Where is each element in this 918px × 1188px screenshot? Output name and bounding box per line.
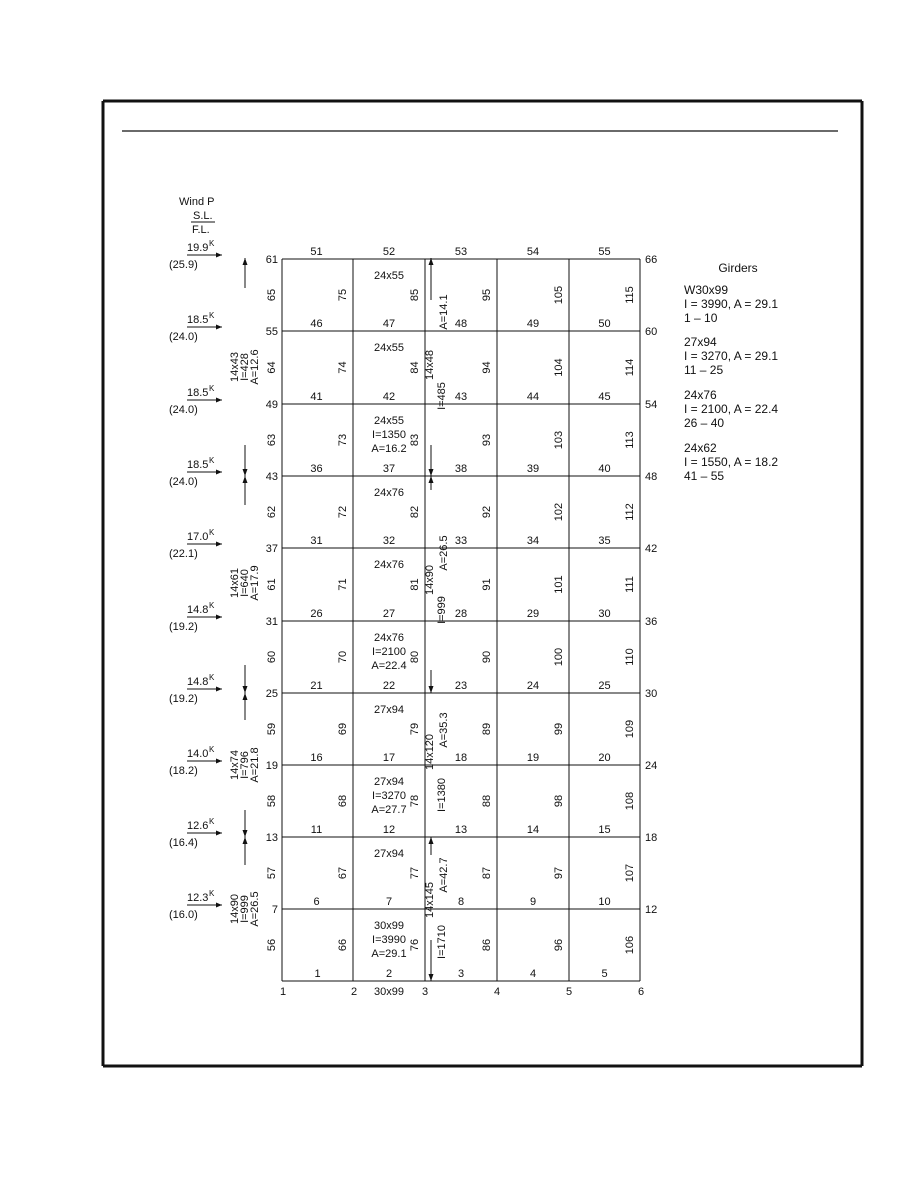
column-member-number: 105: [553, 285, 565, 305]
girder-member-number: 43: [454, 391, 468, 403]
wind-arrow-head: [216, 687, 222, 692]
girder-member-number: 36: [310, 463, 323, 475]
wind-load-factored: (24.0): [169, 404, 198, 416]
girder-section-label: 24x76: [374, 487, 404, 499]
joint-number: 18: [645, 832, 658, 844]
girder-member-number: 19: [526, 752, 540, 764]
column-member-number: 64: [266, 361, 278, 374]
girder-member-number: 54: [526, 246, 540, 258]
wind-load-service: 12.6: [187, 820, 209, 832]
wind-arrow-head: [216, 759, 222, 764]
girder-member-number: 38: [454, 463, 468, 475]
wind-header-service-label: S.L.: [193, 210, 213, 222]
girder-section-label: I=3990: [372, 934, 406, 946]
wind-header-factored-label: F.L.: [192, 224, 210, 236]
base-girder-label: 30x99: [374, 986, 404, 998]
splice-arrow-head: [429, 686, 434, 693]
wind-load-service: 14.8: [187, 676, 209, 688]
column-member-number: 98: [553, 794, 565, 808]
girders-legend: [684, 261, 778, 483]
girder-member-number: 29: [526, 608, 540, 620]
wind-load-service: 14.0: [187, 748, 209, 760]
girder-section-label: 24x55: [374, 415, 404, 427]
legend-props: I = 1550, A = 18.2: [684, 455, 779, 469]
girder-member-number: 9: [529, 896, 537, 908]
column-member-number: 111: [624, 576, 636, 593]
splice-arrow-head: [243, 830, 248, 837]
interior-column-label: 14x48: [424, 350, 436, 380]
wind-load-service: 19.9: [187, 242, 209, 254]
girder-member-number: 3: [457, 968, 465, 980]
legend-members: 41 – 55: [684, 469, 725, 483]
girder-member-number: 14: [526, 824, 540, 836]
legend-props: I = 3990, A = 29.1: [684, 297, 779, 311]
column-member-number: 115: [624, 286, 636, 304]
splice-arrow-head: [429, 837, 434, 844]
girder-member-number: 21: [310, 680, 323, 692]
exterior-column-label: I=428: [239, 353, 251, 381]
legend-props: I = 2100, A = 22.4: [684, 402, 779, 416]
legend-section: 27x94: [684, 335, 717, 349]
girder-member-number: 44: [526, 391, 540, 403]
legend-members: 11 – 25: [684, 363, 724, 377]
girder-member-number: 37: [382, 463, 396, 475]
column-member-number: 101: [553, 575, 565, 594]
girder-section-label: 24x76: [374, 632, 404, 644]
girder-member-number: 35: [598, 535, 611, 547]
column-member-number: 78: [409, 794, 421, 808]
splice-arrow-head: [243, 837, 248, 844]
girder-member-number: 52: [382, 246, 396, 258]
girder-member-number: 15: [598, 824, 611, 836]
kip-superscript: K: [209, 673, 215, 682]
column-member-number: 92: [481, 505, 493, 519]
column-member-number: 69: [337, 722, 349, 736]
girder-member-number: 28: [454, 608, 468, 620]
girder-member-number: 22: [382, 680, 396, 692]
splice-arrow-head: [243, 469, 248, 476]
column-line-number: 5: [565, 986, 573, 998]
exterior-column-label: A=17.9: [249, 565, 261, 601]
column-member-number: 81: [409, 578, 421, 591]
column-member-number: 97: [553, 866, 565, 880]
girders-legend-title: Girders: [718, 261, 758, 275]
column-member-number: 65: [266, 288, 278, 302]
joint-number: 48: [645, 471, 658, 483]
wind-arrow-head: [216, 615, 222, 620]
column-member-number: 88: [481, 794, 493, 808]
legend-section: 24x76: [684, 388, 717, 402]
wind-arrow-head: [216, 542, 222, 547]
column-member-number: 87: [481, 866, 493, 880]
joint-number: 54: [645, 399, 658, 411]
column-line-number: 3: [421, 986, 429, 998]
wind-header-title: Wind P: [179, 196, 215, 208]
girder-section-label: A=29.1: [371, 948, 407, 960]
wind-load-service: 18.5: [187, 459, 209, 471]
column-member-number: 66: [337, 938, 349, 952]
interior-column-label: A=14.1: [438, 294, 450, 330]
legend-section: W30x99: [684, 283, 729, 297]
kip-superscript: K: [209, 889, 215, 898]
joint-number: 25: [265, 688, 278, 700]
column-member-number: 90: [481, 650, 493, 664]
girder-member-number: 2: [385, 968, 393, 980]
girder-member-number: 39: [526, 463, 540, 475]
girder-member-number: 34: [526, 535, 540, 547]
girder-member-number: 47: [382, 318, 396, 330]
kip-superscript: K: [209, 817, 215, 826]
exterior-column-label: A=26.5: [249, 891, 261, 927]
girder-member-number: 16: [310, 752, 323, 764]
joint-number: 55: [265, 326, 278, 338]
joint-number: 60: [645, 326, 658, 338]
girder-member-number: 45: [598, 391, 611, 403]
girder-member-number: 50: [598, 318, 611, 330]
interior-column-label: 14x145: [424, 881, 436, 919]
column-member-number: 82: [409, 505, 421, 519]
girder-member-number: 46: [310, 318, 323, 330]
girder-section-label: 24x76: [374, 559, 404, 571]
column-member-number: 77: [409, 866, 421, 880]
girder-member-number: 51: [310, 246, 323, 258]
wind-load-factored: (24.0): [169, 331, 198, 343]
member-numbers: [266, 246, 636, 980]
column-member-number: 83: [409, 433, 421, 447]
wind-load-factored: (25.9): [169, 259, 198, 271]
column-line-number: 6: [637, 986, 645, 998]
girder-section-label: 24x55: [374, 342, 404, 354]
exterior-column-label: 14x61: [229, 568, 241, 598]
joint-number: 66: [645, 254, 658, 266]
girder-section-label: A=27.7: [371, 804, 407, 816]
girder-member-number: 10: [598, 896, 611, 908]
girder-member-number: 53: [454, 246, 468, 258]
exterior-column-label: I=796: [239, 751, 251, 779]
joint-number: 30: [645, 688, 658, 700]
joint-numbers: [265, 254, 658, 919]
girder-section-label: 24x55: [374, 270, 404, 282]
column-member-number: 75: [337, 288, 349, 302]
kip-superscript: K: [209, 745, 215, 754]
girder-member-number: 18: [454, 752, 468, 764]
exterior-column-label: 14x90: [229, 894, 241, 924]
wind-load-service: 14.8: [187, 604, 209, 616]
joint-number: 37: [265, 543, 278, 555]
splice-arrow-head: [243, 693, 248, 700]
girder-member-number: 11: [310, 824, 323, 836]
column-member-number: 58: [266, 794, 278, 808]
wind-arrow-head: [216, 398, 222, 403]
girder-member-number: 48: [454, 318, 468, 330]
exterior-column-label: I=640: [239, 569, 251, 597]
column-member-number: 84: [409, 361, 421, 374]
splice-arrow-head: [243, 258, 248, 265]
girder-member-number: 27: [382, 608, 396, 620]
legend-props: I = 3270, A = 29.1: [684, 349, 779, 363]
column-member-number: 107: [624, 863, 636, 883]
column-member-number: 76: [409, 938, 421, 952]
column-member-number: 56: [266, 938, 278, 952]
interior-column-label: A=35.3: [438, 712, 450, 748]
joint-number: 19: [265, 760, 278, 772]
legend-members: 1 – 10: [684, 311, 718, 325]
exterior-column-label: A=21.8: [249, 747, 261, 783]
joint-number: 13: [265, 832, 278, 844]
wind-header: [179, 196, 215, 236]
kip-superscript: K: [209, 528, 215, 537]
column-member-number: 59: [266, 722, 278, 736]
joint-number: 36: [645, 616, 658, 628]
joint-number: 43: [265, 471, 278, 483]
exterior-column-label: 14x43: [229, 352, 241, 382]
column-member-number: 95: [481, 288, 493, 302]
column-member-number: 93: [481, 433, 493, 447]
interior-column-label: A=42.7: [438, 857, 450, 893]
column-member-number: 86: [481, 938, 493, 952]
girder-member-number: 6: [313, 896, 320, 908]
column-member-number: 67: [337, 866, 349, 880]
kip-superscript: K: [209, 384, 215, 393]
wind-arrow-head: [216, 470, 222, 475]
girder-member-number: 30: [598, 608, 611, 620]
wind-arrow-head: [216, 903, 222, 908]
joint-number: 12: [645, 904, 658, 916]
column-line-number: 1: [279, 986, 287, 998]
interior-column-label: I=999: [436, 596, 448, 624]
girder-member-number: 17: [382, 752, 396, 764]
wind-arrow-head: [216, 831, 222, 836]
column-line-numbers: [280, 986, 644, 998]
wind-load-service: 18.5: [187, 387, 209, 399]
column-member-number: 73: [337, 433, 349, 447]
column-member-number: 99: [553, 722, 565, 736]
interior-column-label: 14x120: [424, 733, 436, 771]
column-member-number: 60: [266, 650, 278, 664]
column-member-number: 104: [553, 358, 565, 377]
column-line-number: 4: [493, 986, 501, 998]
wind-arrow-head: [216, 325, 222, 330]
column-member-number: 89: [481, 722, 493, 736]
column-member-number: 106: [624, 935, 636, 955]
girder-member-number: 41: [310, 391, 323, 403]
exterior-column-label: I=999: [239, 895, 251, 923]
wind-load-service: 17.0: [187, 531, 209, 543]
splice-arrow-head: [243, 476, 248, 483]
column-member-number: 91: [481, 578, 493, 591]
column-member-number: 100: [553, 647, 565, 667]
column-member-number: 109: [624, 719, 636, 739]
exterior-column-label: 14x74: [229, 750, 241, 780]
girder-member-number: 26: [310, 608, 323, 620]
girder-member-number: 42: [382, 391, 396, 403]
splice-arrow-head: [429, 974, 434, 981]
kip-superscript: K: [209, 601, 215, 610]
girder-member-number: 24: [526, 680, 540, 692]
column-member-number: 79: [409, 722, 421, 736]
girder-member-number: 25: [598, 680, 611, 692]
interior-column-label: I=485: [436, 382, 448, 410]
joint-number: 49: [265, 399, 278, 411]
girder-member-number: 32: [382, 535, 396, 547]
girder-member-number: 13: [454, 824, 468, 836]
column-member-number: 70: [337, 650, 349, 664]
girder-member-number: 5: [601, 968, 608, 980]
girder-member-number: 40: [598, 463, 611, 475]
interior-column-label: I=1710: [436, 925, 448, 959]
wind-load-factored: (16.0): [169, 909, 198, 921]
girder-member-number: 12: [382, 824, 396, 836]
column-member-number: 57: [266, 866, 278, 880]
interior-column-label: I=1380: [436, 778, 448, 812]
wind-load-service: 12.3: [187, 892, 209, 904]
wind-load-factored: (24.0): [169, 476, 198, 488]
girder-section-label: I=3270: [372, 790, 406, 802]
girder-section-label: A=16.2: [371, 443, 407, 455]
splice-arrow-head: [429, 469, 434, 476]
interior-column-label: A=26.5: [438, 535, 450, 571]
girder-section-label: I=1350: [372, 429, 406, 441]
column-member-number: 108: [624, 791, 636, 811]
column-member-number: 62: [266, 505, 278, 519]
column-member-number: 113: [624, 431, 636, 449]
column-line-number: 2: [350, 986, 358, 998]
joint-number: 42: [645, 543, 658, 555]
girder-member-number: 55: [598, 246, 611, 258]
girder-section-label: 27x94: [374, 704, 404, 716]
girder-section-label: A=22.4: [371, 660, 407, 672]
wind-load-labels: [169, 239, 222, 921]
girder-member-number: 4: [529, 968, 537, 980]
splice-arrow-head: [243, 686, 248, 693]
legend-members: 26 – 40: [684, 416, 725, 430]
wind-load-factored: (22.1): [169, 548, 198, 560]
column-member-number: 71: [337, 578, 349, 591]
kip-superscript: K: [209, 456, 215, 465]
legend-section: 24x62: [684, 441, 717, 455]
column-member-number: 103: [553, 430, 565, 450]
column-member-number: 85: [409, 288, 421, 302]
frame-grid: [282, 259, 640, 981]
wind-load-factored: (18.2): [169, 765, 198, 777]
girder-member-number: 31: [310, 535, 323, 547]
joint-number: 61: [265, 254, 278, 266]
column-member-number: 61: [266, 578, 278, 591]
wind-load-factored: (19.2): [169, 693, 198, 705]
girder-section-label: 27x94: [374, 776, 404, 788]
girder-member-number: 49: [526, 318, 540, 330]
splice-arrow-head: [429, 476, 434, 483]
girder-member-number: 23: [454, 680, 468, 692]
column-member-number: 96: [553, 938, 565, 952]
column-member-number: 102: [553, 502, 565, 522]
girder-section-label: 30x99: [374, 920, 404, 932]
wind-load-factored: (19.2): [169, 621, 198, 633]
column-member-number: 114: [624, 358, 636, 377]
wind-arrow-head: [216, 253, 222, 258]
girder-member-number: 33: [454, 535, 468, 547]
column-member-number: 63: [266, 433, 278, 447]
interior-column-label: 14x90: [424, 565, 436, 595]
column-member-number: 74: [337, 361, 349, 374]
column-member-number: 110: [624, 648, 636, 666]
joint-number: 24: [645, 760, 658, 772]
girder-section-label: I=2100: [372, 646, 406, 658]
kip-superscript: K: [209, 311, 215, 320]
girder-member-number: 8: [457, 896, 465, 908]
wind-load-service: 18.5: [187, 314, 209, 326]
kip-superscript: K: [209, 239, 215, 248]
wind-load-factored: (16.4): [169, 837, 198, 849]
girder-member-number: 1: [314, 968, 321, 980]
girder-member-number: 20: [598, 752, 611, 764]
column-member-number: 80: [409, 650, 421, 664]
column-member-number: 94: [481, 361, 493, 374]
joint-number: 7: [271, 904, 278, 916]
girder-section-label: 27x94: [374, 848, 404, 860]
joint-number: 31: [265, 616, 278, 628]
exterior-column-label: A=12.6: [249, 349, 261, 385]
column-member-number: 72: [337, 505, 349, 519]
column-member-number: 112: [624, 503, 636, 521]
column-member-number: 68: [337, 794, 349, 808]
girder-member-number: 7: [385, 896, 393, 908]
